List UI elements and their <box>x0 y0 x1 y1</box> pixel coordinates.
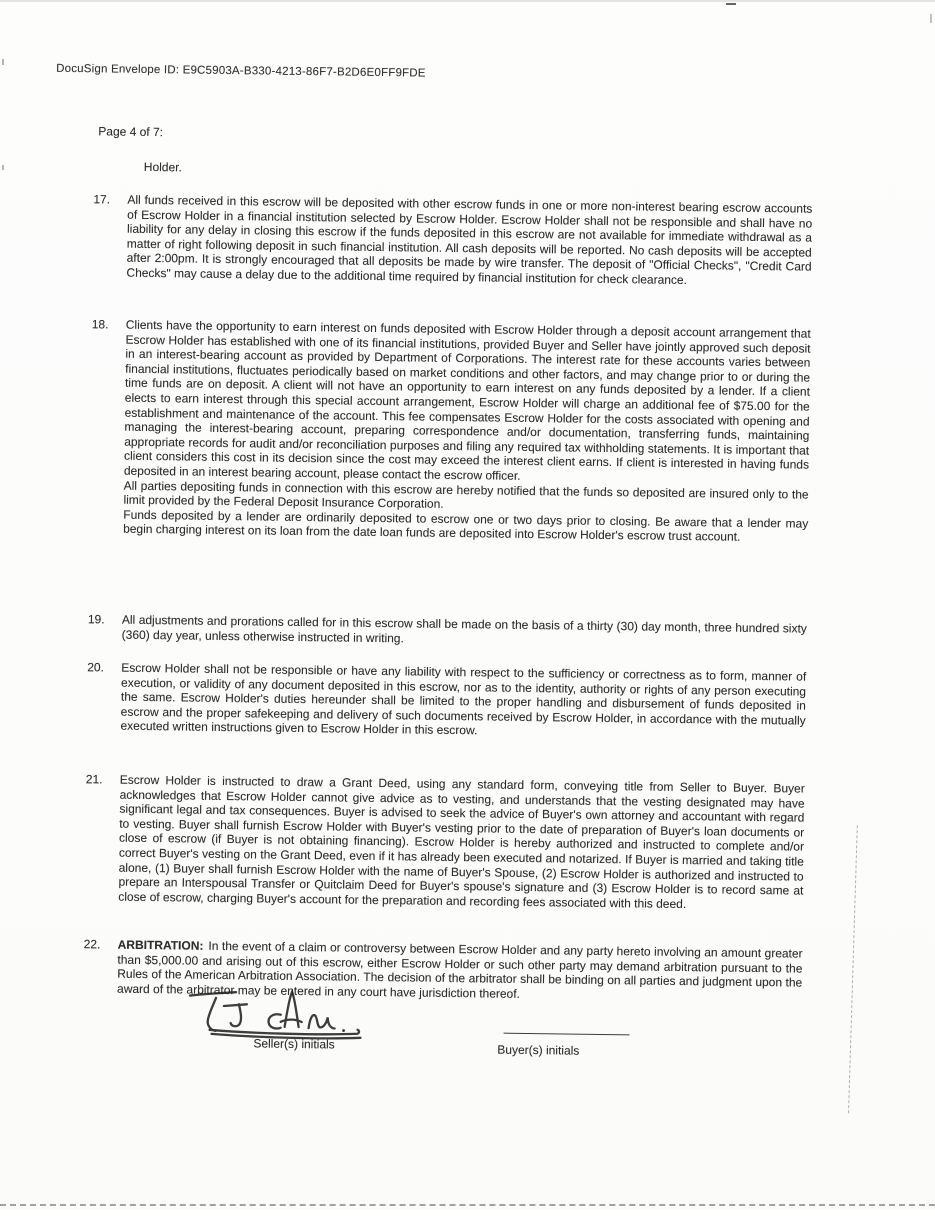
buyer-initials-label: Buyer(s) initials <box>497 1042 580 1058</box>
scan-artifact-bottom-edge <box>0 1204 935 1206</box>
section-paragraph: Escrow Holder shall not be responsible or have any liability with respect to the sufficiency or correctness as to form, manner of execution, or validity of any document deposited in this escrow, nor as to the identity, authority or rights of any person executing the same. Escrow Holder's duties hereunder shall be limited to the proper handling and disbursement of funds deposited in escrow and the proper safekeeping and delivery of such documents received by Escrow Holder, in accordance with the mutually executed written instructions given to Escrow Holder in this escrow. <box>120 660 807 738</box>
seller-initials-label: Seller(s) initials <box>253 1036 335 1052</box>
section-paragraph: Funds deposited by a lender are ordinarily deposited to escrow one or two days prior to closing. Be aware that a lender may begin charging interest on its loan from the date loan funds are deposited into Escrow Holder's escrow trust account. <box>123 507 809 545</box>
section-paragraph: All parties depositing funds in connection with this escrow are hereby notified that the funds so deposited are insured only to the limit provided by the Federal Deposit Insurance Corporation. <box>123 478 809 511</box>
section-number: 18. <box>91 317 109 332</box>
section-paragraph: All adjustments and prorations called for in this escrow shall be made on the basis of a thirty (30) day month, three hundred sixty (360) day year, unless otherwise instructed in writing. <box>121 612 807 645</box>
page-number-label: Page 4 of 7: <box>98 124 164 140</box>
section-number: 20. <box>87 660 105 675</box>
scan-artifact-vertical-dashes <box>848 825 858 1113</box>
carryover-text: Holder. <box>143 159 182 175</box>
section-18 <box>89 317 811 545</box>
section-number: 21. <box>85 772 103 787</box>
section-19 <box>88 612 807 651</box>
buyer-initials-line[interactable] <box>504 1033 630 1036</box>
section-17 <box>92 192 812 289</box>
section-paragraph: All funds received in this escrow will be deposited with other escrow funds in one or more non-interest bearing escrow accounts of Escrow Holder in a financial institution selected by Escrow Holder. Escrow Holder shall not be responsible and shall have no liability for any delay in closing this escrow if the funds deposited in this escrow are not available for immediate withdrawal as a matter of right following deposit in such financial institution. All cash deposits will be reported. No cash deposits will be accepted after 2:00pm. It is strongly encouraged that all deposits be made by wire transfer. The deposit of "Official Checks", "Credit Card Checks" may cause a delay due to the additional time required by financial institution for check clearance. <box>126 192 813 287</box>
scan-artifact-speck <box>726 3 736 5</box>
section-paragraph-text: In the event of a claim or controversy between Escrow Holder and any party hereto involving an amount greater than $5,000.00 and arising out of this escrow, either Escrow Holder or such other party may demand arbitration pursuant to the Rules of the American Arbitration Association. The decision of the arbitrator shall be binding on all parties and judgment upon the award of the arbitrator may be entered in any court have jurisdiction thereof. <box>117 938 803 1001</box>
section-paragraph: Escrow Holder is instructed to draw a Grant Deed, using any standard form, conveying title from Seller to Buyer. Buyer acknowledges that Escrow Holder cannot give advice as to vesting, and understands that the vesting designated may have significant legal and tax consequences. Buyer is advised to seek the advice of Buyer's own attorney and accountant with regard to vesting. Buyer shall furnish Escrow Holder with Buyer's vesting prior to the date of preparation of Buyer's loan documents or close of escrow (if Buyer is not obtaining financing). Escrow Holder is hereby authorized and instructed to complete and/or correct Buyer's vesting on the Grant Deed, even if it has already been executed and notarized. If Buyer is married and taking title alone, (1) Buyer shall furnish Escrow Holder with the name of Buyer's Spouse, (2) Escrow Holder is authorized and instructed to prepare an Interspousal Transfer or Quitclaim Deed for Buyer's spouse's signature and (3) Escrow Holder is to record same at close of escrow, charging Buyer's account for the preparation and recording fees associated with this deed. <box>118 772 805 911</box>
arbitration-heading: ARBITRATION: <box>117 937 204 953</box>
section-21 <box>84 772 805 913</box>
section-20 <box>86 660 806 742</box>
section-number: 19. <box>87 612 105 627</box>
section-number: 22. <box>83 937 101 952</box>
page-content <box>0 2 935 1222</box>
docusign-envelope-id: DocuSign Envelope ID: E9C5903A-B330-4213-86F7-B2D6E0FF9FDE <box>56 62 426 80</box>
section-number: 17. <box>93 192 111 207</box>
section-paragraph: Clients have the opportunity to earn interest on funds deposited with Escrow Holder through a deposit account arrangement that Escrow Holder has established with one of its financial institutions, provided Buyer and Seller have jointly approved such deposit in an interest-bearing account as provided by Department of Corporations. The interest rate for these accounts varies between financial institutions, fluctuates periodically based on market conditions and other factors, and may change prior to or during the time funds are on deposit. A client will not have an opportunity to earn interest on any funds deposited by a lender. If a client elects to earn interest through this special account arrangement, Escrow Holder will charge an additional fee of $75.00 for the establishment and maintenance of the account. This fee compensates Escrow Holder for the costs associated with opening and managing the interest-bearing account, preparing correspondence and/or documentation, transferring funds, maintaining appropriate records for audit and/or reconciliation purposes and filing any required tax withholding statements. It is important that client considers this cost in its decision since the cost may exceed the interest client earns. If client is interested in having funds deposited in an interest bearing account, please contact the escrow officer. <box>123 317 811 483</box>
